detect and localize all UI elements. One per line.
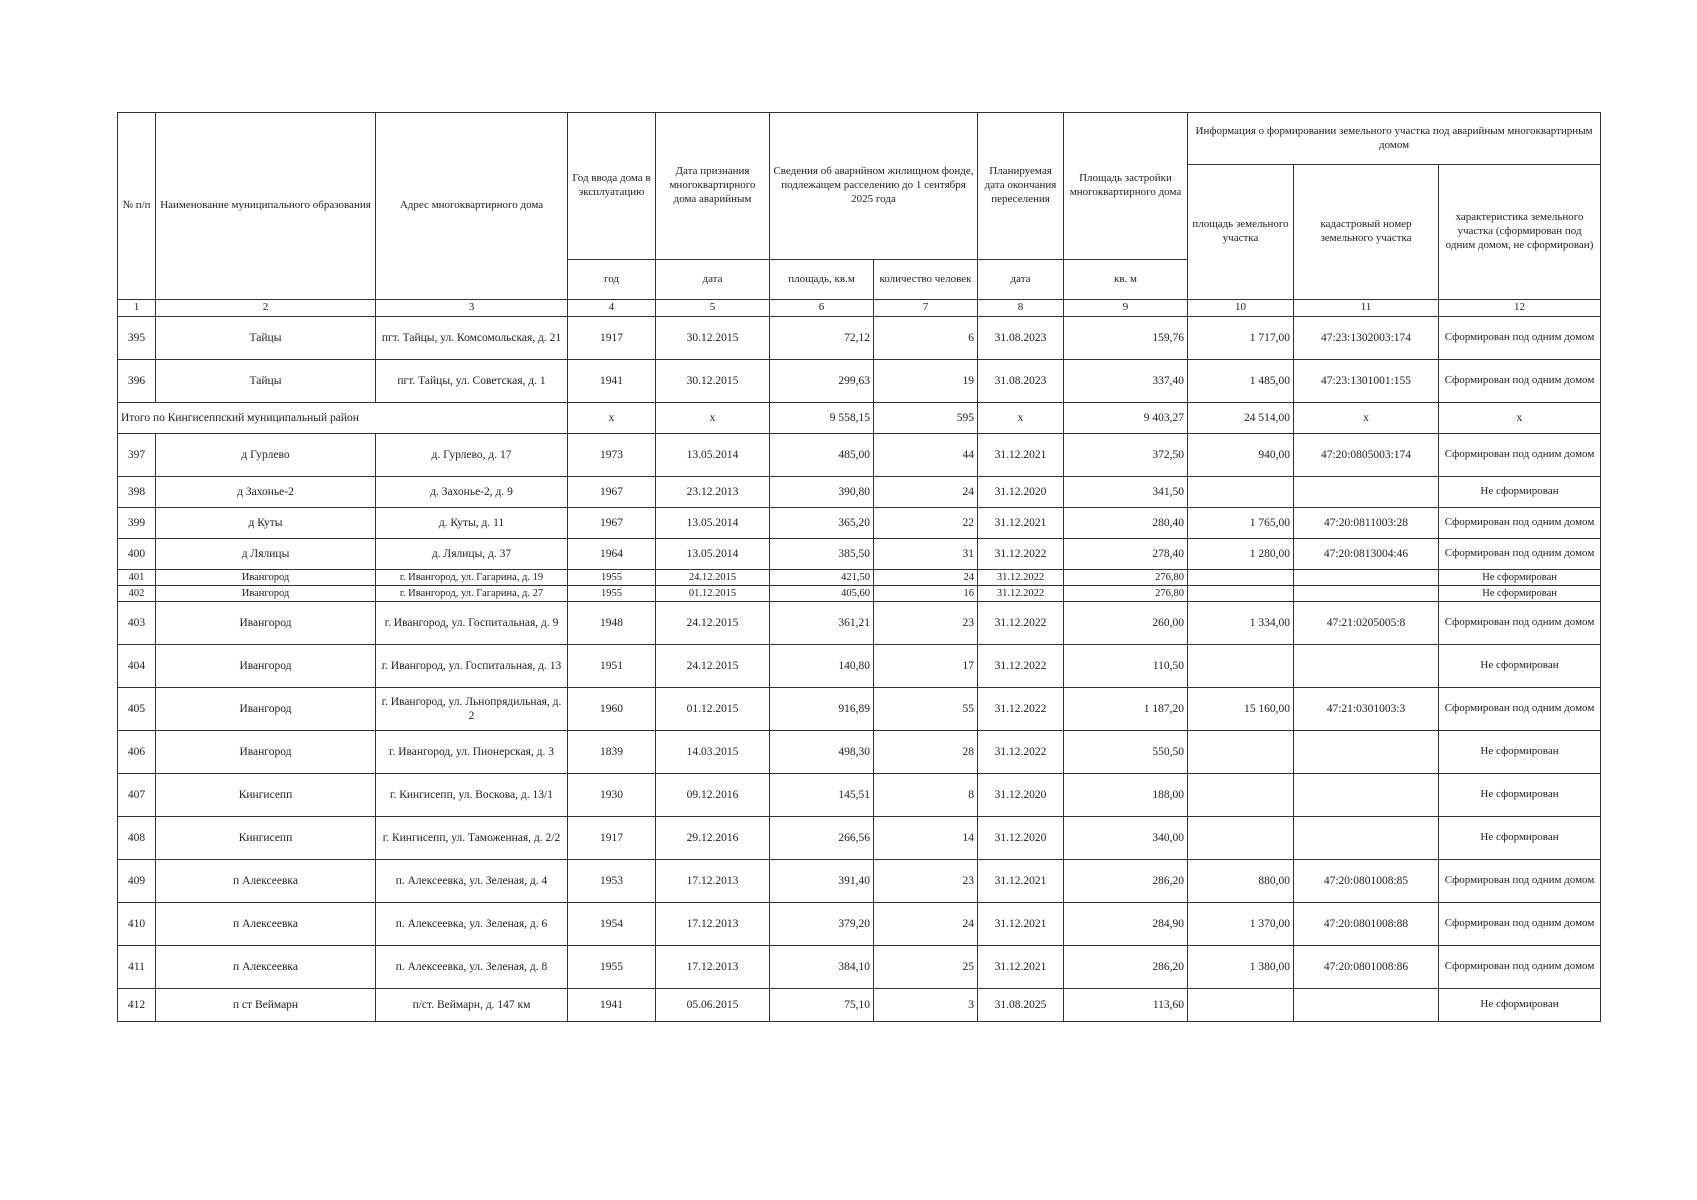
land-area-cell: [1188, 989, 1294, 1022]
planned-date-cell: 31.12.2021: [978, 507, 1064, 538]
land-area-cell: 1 765,00: [1188, 507, 1294, 538]
cadastral-number-cell: [1294, 645, 1439, 688]
land-status-cell: Сформирован под одним домом: [1439, 860, 1601, 903]
cadastral-number-cell: [1294, 774, 1439, 817]
address-cell: г. Ивангород, ул. Госпитальная, д. 13: [376, 645, 568, 688]
row-number: 411: [118, 946, 156, 989]
unit-people: количество человек: [874, 260, 978, 300]
cadastral-number-cell: [1294, 585, 1439, 601]
land-area-cell: 880,00: [1188, 860, 1294, 903]
unit-planned: дата: [978, 260, 1064, 300]
land-area-cell: [1188, 817, 1294, 860]
table-row: [118, 860, 1601, 903]
year-cell: 1948: [568, 602, 656, 645]
unit-area: площадь, кв.м: [770, 260, 874, 300]
recognition-date-cell: 17.12.2013: [656, 946, 770, 989]
building-area-cell: 550,50: [1064, 731, 1188, 774]
address-cell: г. Ивангород, ул. Пионерская, д. 3: [376, 731, 568, 774]
cadastral-number-cell: 47:20:0805003:174: [1294, 433, 1439, 476]
area-cell: 385,50: [770, 538, 874, 569]
header-land-area: площадь земельного участка: [1188, 165, 1294, 300]
unit-date: дата: [656, 260, 770, 300]
planned-date-cell: 31.12.2022: [978, 688, 1064, 731]
recognition-date-cell: 09.12.2016: [656, 774, 770, 817]
row-number: 405: [118, 688, 156, 731]
planned-date-cell: 31.08.2025: [978, 989, 1064, 1022]
cadastral-number-cell: [1294, 569, 1439, 585]
municipality-cell: п ст Веймарн: [156, 989, 376, 1022]
unit-building-area: кв. м: [1064, 260, 1188, 300]
land-status-cell: Не сформирован: [1439, 989, 1601, 1022]
table-row: [118, 602, 1601, 645]
row-number: 402: [118, 585, 156, 601]
table-row: [118, 569, 1601, 585]
people-cell: 24: [874, 903, 978, 946]
year-cell: 1954: [568, 903, 656, 946]
people-cell: 16: [874, 585, 978, 601]
area-cell: 916,89: [770, 688, 874, 731]
area-cell: 145,51: [770, 774, 874, 817]
housing-table: [117, 112, 1601, 1022]
table-row: [118, 585, 1601, 601]
year-cell: 1967: [568, 476, 656, 507]
row-number: 412: [118, 989, 156, 1022]
col-number: 8: [978, 300, 1064, 317]
building-area-cell: 188,00: [1064, 774, 1188, 817]
land-status-cell: Сформирован под одним домом: [1439, 507, 1601, 538]
recognition-date-cell: 30.12.2015: [656, 359, 770, 402]
planned-date-cell: 31.12.2020: [978, 774, 1064, 817]
land-area-cell: [1188, 774, 1294, 817]
building-area-cell: 110,50: [1064, 645, 1188, 688]
area-cell: 379,20: [770, 903, 874, 946]
table-row: [118, 476, 1601, 507]
header-recognition-date: Дата признания многоквартирного дома аварийным: [656, 113, 770, 260]
building-area-cell: 276,80: [1064, 569, 1188, 585]
land-status-cell: Сформирован под одним домом: [1439, 433, 1601, 476]
area-cell: 421,50: [770, 569, 874, 585]
cadastral-number-cell: 47:20:0801008:86: [1294, 946, 1439, 989]
land-status-cell: Сформирован под одним домом: [1439, 359, 1601, 402]
planned-date-cell: 31.12.2022: [978, 731, 1064, 774]
col-number: 11: [1294, 300, 1439, 317]
col-number: 4: [568, 300, 656, 317]
row-number: 399: [118, 507, 156, 538]
planned-date-cell: 31.08.2023: [978, 316, 1064, 359]
year-cell: 1964: [568, 538, 656, 569]
building-area-cell: 278,40: [1064, 538, 1188, 569]
land-status-cell: Сформирован под одним домом: [1439, 602, 1601, 645]
total-status: x: [1439, 402, 1601, 433]
row-number: 406: [118, 731, 156, 774]
row-number: 395: [118, 316, 156, 359]
header-planned-date: Планируемая дата окончания переселения: [978, 113, 1064, 260]
address-cell: п. Алексеевка, ул. Зеленая, д. 6: [376, 903, 568, 946]
cadastral-number-cell: [1294, 817, 1439, 860]
col-number: 12: [1439, 300, 1601, 317]
area-cell: 75,10: [770, 989, 874, 1022]
header-land-info: Информация о формировании земельного участка под аварийным многоквартирным домом: [1188, 113, 1601, 165]
recognition-date-cell: 17.12.2013: [656, 860, 770, 903]
municipality-cell: Тайцы: [156, 359, 376, 402]
people-cell: 28: [874, 731, 978, 774]
cadastral-number-cell: 47:23:1301001:155: [1294, 359, 1439, 402]
land-status-cell: Сформирован под одним домом: [1439, 903, 1601, 946]
land-status-cell: Не сформирован: [1439, 585, 1601, 601]
recognition-date-cell: 29.12.2016: [656, 817, 770, 860]
address-cell: д. Куты, д. 11: [376, 507, 568, 538]
area-cell: 72,12: [770, 316, 874, 359]
area-cell: 498,30: [770, 731, 874, 774]
people-cell: 24: [874, 476, 978, 507]
planned-date-cell: 31.12.2020: [978, 817, 1064, 860]
table-row: [118, 946, 1601, 989]
recognition-date-cell: 13.05.2014: [656, 538, 770, 569]
address-cell: г. Ивангород, ул. Госпитальная, д. 9: [376, 602, 568, 645]
municipality-cell: Ивангород: [156, 731, 376, 774]
recognition-date-cell: 23.12.2013: [656, 476, 770, 507]
planned-date-cell: 31.12.2022: [978, 569, 1064, 585]
planned-date-cell: 31.12.2021: [978, 433, 1064, 476]
table-row: [118, 359, 1601, 402]
land-area-cell: [1188, 585, 1294, 601]
municipality-cell: Тайцы: [156, 316, 376, 359]
address-cell: г. Кингисепп, ул. Таможенная, д. 2/2: [376, 817, 568, 860]
row-number: 396: [118, 359, 156, 402]
people-cell: 3: [874, 989, 978, 1022]
header-no: № п/п: [118, 113, 156, 300]
people-cell: 19: [874, 359, 978, 402]
people-cell: 14: [874, 817, 978, 860]
cadastral-number-cell: [1294, 989, 1439, 1022]
building-area-cell: 284,90: [1064, 903, 1188, 946]
table-row: [118, 507, 1601, 538]
cadastral-number-cell: 47:21:0205005:8: [1294, 602, 1439, 645]
land-status-cell: Не сформирован: [1439, 569, 1601, 585]
municipality-cell: Ивангород: [156, 585, 376, 601]
total-label: Итого по Кингисеппский муниципальный район: [118, 402, 568, 433]
building-area-cell: 159,76: [1064, 316, 1188, 359]
column-numbers-row: [118, 300, 1601, 317]
municipality-cell: д Лялицы: [156, 538, 376, 569]
building-area-cell: 340,00: [1064, 817, 1188, 860]
planned-date-cell: 31.12.2022: [978, 602, 1064, 645]
year-cell: 1955: [568, 569, 656, 585]
address-cell: п. Алексеевка, ул. Зеленая, д. 8: [376, 946, 568, 989]
land-area-cell: [1188, 569, 1294, 585]
planned-date-cell: 31.08.2023: [978, 359, 1064, 402]
land-status-cell: Сформирован под одним домом: [1439, 316, 1601, 359]
header-emergency-fund: Сведения об аварийном жилищном фонде, подлежащем расселению до 1 сентября 2025 года: [770, 113, 978, 260]
people-cell: 44: [874, 433, 978, 476]
row-number: 408: [118, 817, 156, 860]
cadastral-number-cell: [1294, 476, 1439, 507]
row-number: 409: [118, 860, 156, 903]
total-people: 595: [874, 402, 978, 433]
recognition-date-cell: 13.05.2014: [656, 433, 770, 476]
total-year: x: [568, 402, 656, 433]
planned-date-cell: 31.12.2021: [978, 903, 1064, 946]
cadastral-number-cell: 47:20:0813004:46: [1294, 538, 1439, 569]
land-area-cell: 15 160,00: [1188, 688, 1294, 731]
year-cell: 1941: [568, 359, 656, 402]
recognition-date-cell: 24.12.2015: [656, 645, 770, 688]
land-area-cell: [1188, 731, 1294, 774]
table-row: [118, 645, 1601, 688]
address-cell: г. Ивангород, ул. Гагарина, д. 27: [376, 585, 568, 601]
building-area-cell: 286,20: [1064, 860, 1188, 903]
municipality-cell: д Захонье-2: [156, 476, 376, 507]
cadastral-number-cell: 47:23:1302003:174: [1294, 316, 1439, 359]
header-building-area: Площадь застройки многоквартирного дома: [1064, 113, 1188, 260]
municipality-cell: п Алексеевка: [156, 946, 376, 989]
address-cell: г. Ивангород, ул. Льнопрядильная, д. 2: [376, 688, 568, 731]
area-cell: 299,63: [770, 359, 874, 402]
planned-date-cell: 31.12.2021: [978, 860, 1064, 903]
address-cell: пгт. Тайцы, ул. Советская, д. 1: [376, 359, 568, 402]
building-area-cell: 286,20: [1064, 946, 1188, 989]
recognition-date-cell: 01.12.2015: [656, 585, 770, 601]
recognition-date-cell: 01.12.2015: [656, 688, 770, 731]
recognition-date-cell: 30.12.2015: [656, 316, 770, 359]
land-status-cell: Сформирован под одним домом: [1439, 688, 1601, 731]
address-cell: пгт. Тайцы, ул. Комсомольская, д. 21: [376, 316, 568, 359]
col-number: 6: [770, 300, 874, 317]
total-area: 9 558,15: [770, 402, 874, 433]
area-cell: 384,10: [770, 946, 874, 989]
recognition-date-cell: 05.06.2015: [656, 989, 770, 1022]
recognition-date-cell: 24.12.2015: [656, 569, 770, 585]
municipality-cell: Кингисепп: [156, 817, 376, 860]
header-row-1: [118, 113, 1601, 165]
building-area-cell: 280,40: [1064, 507, 1188, 538]
table-row: [118, 538, 1601, 569]
municipality-cell: п Алексеевка: [156, 903, 376, 946]
year-cell: 1973: [568, 433, 656, 476]
land-status-cell: Не сформирован: [1439, 476, 1601, 507]
people-cell: 55: [874, 688, 978, 731]
year-cell: 1951: [568, 645, 656, 688]
planned-date-cell: 31.12.2022: [978, 538, 1064, 569]
address-cell: п. Алексеевка, ул. Зеленая, д. 4: [376, 860, 568, 903]
address-cell: д. Гурлево, д. 17: [376, 433, 568, 476]
year-cell: 1941: [568, 989, 656, 1022]
row-number: 397: [118, 433, 156, 476]
year-cell: 1955: [568, 585, 656, 601]
cadastral-number-cell: 47:20:0801008:85: [1294, 860, 1439, 903]
row-number: 404: [118, 645, 156, 688]
year-cell: 1839: [568, 731, 656, 774]
recognition-date-cell: 17.12.2013: [656, 903, 770, 946]
land-status-cell: Сформирован под одним домом: [1439, 538, 1601, 569]
people-cell: 22: [874, 507, 978, 538]
total-land-area: 24 514,00: [1188, 402, 1294, 433]
recognition-date-cell: 24.12.2015: [656, 602, 770, 645]
cadastral-number-cell: [1294, 731, 1439, 774]
planned-date-cell: 31.12.2022: [978, 585, 1064, 601]
land-area-cell: [1188, 645, 1294, 688]
area-cell: 365,20: [770, 507, 874, 538]
people-cell: 23: [874, 860, 978, 903]
total-date: x: [656, 402, 770, 433]
col-number: 1: [118, 300, 156, 317]
header-characteristic: характеристика земельного участка (сформирован под одним домом, не сформирован): [1439, 165, 1601, 300]
year-cell: 1917: [568, 817, 656, 860]
table-row: [118, 688, 1601, 731]
cadastral-number-cell: 47:20:0811003:28: [1294, 507, 1439, 538]
table-row: [118, 903, 1601, 946]
address-cell: г. Кингисепп, ул. Воскова, д. 13/1: [376, 774, 568, 817]
address-cell: г. Ивангород, ул. Гагарина, д. 19: [376, 569, 568, 585]
land-area-cell: 940,00: [1188, 433, 1294, 476]
land-status-cell: Не сформирован: [1439, 817, 1601, 860]
cadastral-number-cell: 47:21:0301003:3: [1294, 688, 1439, 731]
address-cell: п/ст. Веймарн, д. 147 км: [376, 989, 568, 1022]
people-cell: 23: [874, 602, 978, 645]
people-cell: 31: [874, 538, 978, 569]
col-number: 10: [1188, 300, 1294, 317]
year-cell: 1955: [568, 946, 656, 989]
planned-date-cell: 31.12.2020: [978, 476, 1064, 507]
municipality-cell: Ивангород: [156, 569, 376, 585]
area-cell: 405,60: [770, 585, 874, 601]
building-area-cell: 1 187,20: [1064, 688, 1188, 731]
year-cell: 1953: [568, 860, 656, 903]
table-row: [118, 774, 1601, 817]
table-row: [118, 989, 1601, 1022]
total-planned: x: [978, 402, 1064, 433]
row-number: 410: [118, 903, 156, 946]
year-cell: 1960: [568, 688, 656, 731]
header-address: Адрес многоквартирного дома: [376, 113, 568, 300]
planned-date-cell: 31.12.2021: [978, 946, 1064, 989]
area-cell: 390,80: [770, 476, 874, 507]
area-cell: 485,00: [770, 433, 874, 476]
land-status-cell: Не сформирован: [1439, 645, 1601, 688]
municipality-cell: Кингисепп: [156, 774, 376, 817]
row-number: 400: [118, 538, 156, 569]
land-area-cell: 1 380,00: [1188, 946, 1294, 989]
unit-year: год: [568, 260, 656, 300]
municipality-cell: д Гурлево: [156, 433, 376, 476]
row-number: 401: [118, 569, 156, 585]
col-number: 3: [376, 300, 568, 317]
municipality-cell: Ивангород: [156, 602, 376, 645]
building-area-cell: 372,50: [1064, 433, 1188, 476]
people-cell: 8: [874, 774, 978, 817]
people-cell: 25: [874, 946, 978, 989]
year-cell: 1917: [568, 316, 656, 359]
people-cell: 24: [874, 569, 978, 585]
land-area-cell: [1188, 476, 1294, 507]
row-number: 407: [118, 774, 156, 817]
area-cell: 266,56: [770, 817, 874, 860]
col-number: 5: [656, 300, 770, 317]
table-row: [118, 731, 1601, 774]
building-area-cell: 341,50: [1064, 476, 1188, 507]
area-cell: 361,21: [770, 602, 874, 645]
planned-date-cell: 31.12.2022: [978, 645, 1064, 688]
row-number: 398: [118, 476, 156, 507]
table-row: [118, 316, 1601, 359]
land-status-cell: Не сформирован: [1439, 731, 1601, 774]
building-area-cell: 276,80: [1064, 585, 1188, 601]
area-cell: 391,40: [770, 860, 874, 903]
total-cadastral: x: [1294, 402, 1439, 433]
header-cadastral: кадастровый номер земельного участка: [1294, 165, 1439, 300]
address-cell: д. Лялицы, д. 37: [376, 538, 568, 569]
col-number: 7: [874, 300, 978, 317]
building-area-cell: 337,40: [1064, 359, 1188, 402]
land-area-cell: 1 280,00: [1188, 538, 1294, 569]
land-area-cell: 1 334,00: [1188, 602, 1294, 645]
total-row: [118, 402, 1601, 433]
building-area-cell: 260,00: [1064, 602, 1188, 645]
recognition-date-cell: 13.05.2014: [656, 507, 770, 538]
recognition-date-cell: 14.03.2015: [656, 731, 770, 774]
header-year: Год ввода дома в эксплуатацию: [568, 113, 656, 260]
table-row: [118, 433, 1601, 476]
area-cell: 140,80: [770, 645, 874, 688]
municipality-cell: д Куты: [156, 507, 376, 538]
table-row: [118, 817, 1601, 860]
year-cell: 1967: [568, 507, 656, 538]
total-building-area: 9 403,27: [1064, 402, 1188, 433]
land-area-cell: 1 370,00: [1188, 903, 1294, 946]
land-status-cell: Не сформирован: [1439, 774, 1601, 817]
row-number: 403: [118, 602, 156, 645]
municipality-cell: Ивангород: [156, 645, 376, 688]
people-cell: 17: [874, 645, 978, 688]
address-cell: д. Захонье-2, д. 9: [376, 476, 568, 507]
col-number: 9: [1064, 300, 1188, 317]
municipality-cell: Ивангород: [156, 688, 376, 731]
municipality-cell: п Алексеевка: [156, 860, 376, 903]
building-area-cell: 113,60: [1064, 989, 1188, 1022]
year-cell: 1930: [568, 774, 656, 817]
cadastral-number-cell: 47:20:0801008:88: [1294, 903, 1439, 946]
col-number: 2: [156, 300, 376, 317]
land-area-cell: 1 485,00: [1188, 359, 1294, 402]
land-area-cell: 1 717,00: [1188, 316, 1294, 359]
land-status-cell: Сформирован под одним домом: [1439, 946, 1601, 989]
people-cell: 6: [874, 316, 978, 359]
header-municipality: Наименование муниципального образования: [156, 113, 376, 300]
